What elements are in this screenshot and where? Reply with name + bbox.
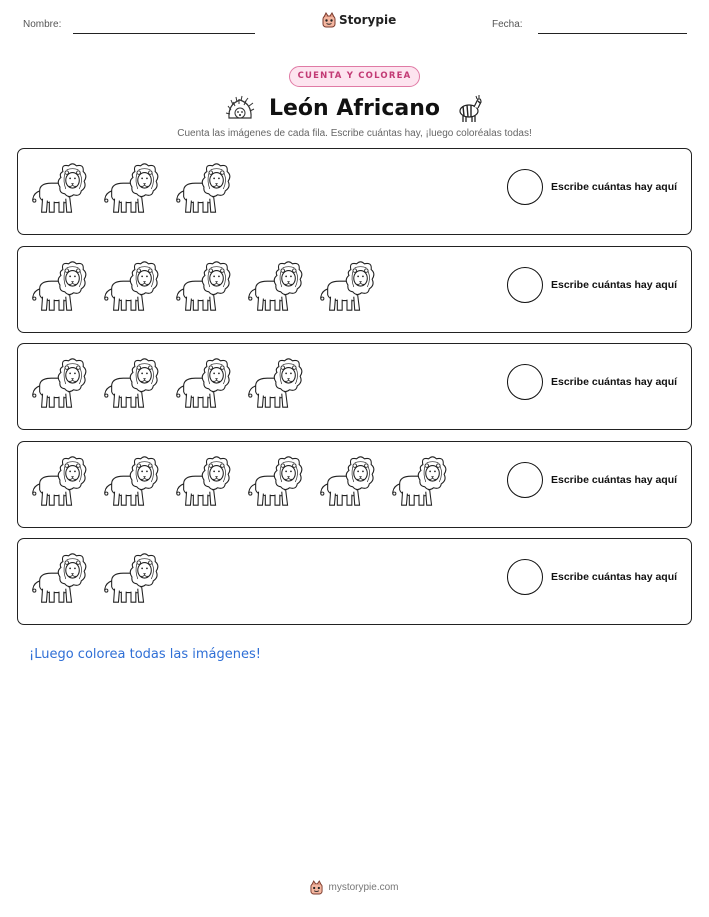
brand-name: Storypie xyxy=(339,13,397,27)
footer-instruction: ¡Luego colorea todas las imágenes! xyxy=(29,647,261,662)
lion-group xyxy=(30,551,160,611)
counting-row xyxy=(17,148,692,235)
lion-picture[interactable] xyxy=(102,161,160,217)
answer-label: Escribe cuántas hay aquí xyxy=(551,473,678,486)
name-label: Nombre: xyxy=(23,19,62,30)
lion-picture[interactable] xyxy=(318,454,376,510)
storypie-logo-icon xyxy=(322,12,336,28)
lion-picture[interactable] xyxy=(102,551,160,607)
answer-label: Escribe cuántas hay aquí xyxy=(551,376,678,388)
lion-picture[interactable] xyxy=(30,454,88,510)
lion-picture[interactable] xyxy=(174,161,232,217)
name-field[interactable] xyxy=(73,33,255,34)
lion-picture[interactable] xyxy=(174,454,232,510)
answer-label: Escribe cuántas hay aquí xyxy=(551,571,678,583)
lion-picture[interactable] xyxy=(174,356,232,412)
lion-group xyxy=(30,161,232,221)
zebra-icon xyxy=(454,93,484,123)
answer-circle[interactable] xyxy=(507,267,543,303)
counting-row xyxy=(17,538,692,625)
brand xyxy=(322,12,396,28)
answer-circle[interactable] xyxy=(507,462,543,498)
lion-picture[interactable] xyxy=(102,356,160,412)
title-row xyxy=(0,92,709,124)
answer-label: Escribe cuántas hay aquí xyxy=(551,278,678,291)
lion-group xyxy=(30,259,376,319)
lion-picture[interactable] xyxy=(30,551,88,607)
date-field[interactable] xyxy=(538,33,687,34)
activity-badge: CUENTA Y COLOREA xyxy=(289,66,420,87)
lion-picture[interactable] xyxy=(102,259,160,315)
answer-circle[interactable] xyxy=(507,559,543,595)
counting-row xyxy=(17,441,692,528)
lion-picture[interactable] xyxy=(102,454,160,510)
lion-picture[interactable] xyxy=(390,454,448,510)
lion-picture[interactable] xyxy=(30,259,88,315)
instructions: Cuenta las imágenes de cada fila. Escribe cuántas hay, ¡luego coloréalas todas! xyxy=(177,128,532,139)
worksheet-title: León Africano xyxy=(268,95,441,121)
lion-picture[interactable] xyxy=(174,259,232,315)
date-label: Fecha: xyxy=(492,19,523,30)
footer-url: mystorypie.com xyxy=(328,882,399,893)
hedgehog-icon xyxy=(225,94,255,122)
counting-row xyxy=(17,343,692,430)
answer-circle[interactable] xyxy=(507,364,543,400)
storypie-logo-icon xyxy=(310,880,323,895)
lion-picture[interactable] xyxy=(246,259,304,315)
lion-picture[interactable] xyxy=(318,259,376,315)
lion-picture[interactable] xyxy=(246,356,304,412)
lion-picture[interactable] xyxy=(30,161,88,217)
lion-group xyxy=(30,356,304,416)
lion-group xyxy=(30,454,448,514)
answer-label: Escribe cuántas hay aquí xyxy=(551,181,678,193)
footer xyxy=(0,880,709,895)
answer-circle[interactable] xyxy=(507,169,543,205)
counting-row xyxy=(17,246,692,333)
lion-picture[interactable] xyxy=(246,454,304,510)
lion-picture[interactable] xyxy=(30,356,88,412)
